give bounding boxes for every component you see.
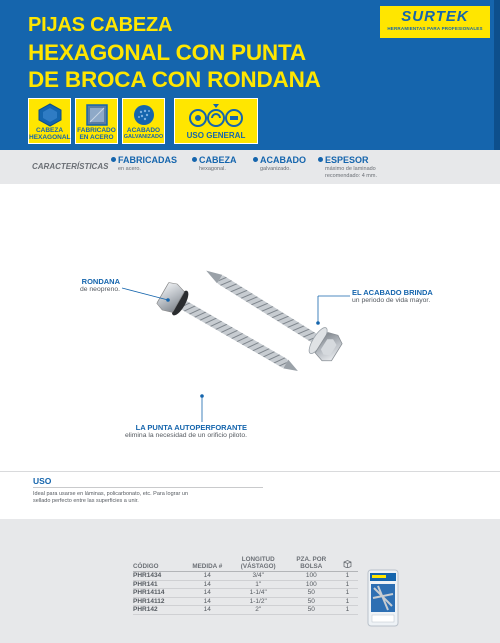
- callout-desc: elimina la necesidad de un orificio piloto.: [124, 432, 247, 439]
- table-row: PHR14114 14 1-1/4" 50 1: [133, 589, 358, 598]
- uso-title: USO: [33, 476, 52, 486]
- characteristics-title: CARACTERÍSTICAS: [32, 162, 109, 171]
- table-row: PHR141 14 1" 100 1: [133, 580, 358, 589]
- title-line-1: PIJAS CABEZA: [28, 14, 173, 36]
- table-row: PHR14112 14 1-1/2" 50 1: [133, 597, 358, 606]
- table-header-row: [133, 557, 358, 572]
- package-bag-image: [366, 568, 400, 628]
- feature-desc: en acero.: [118, 166, 141, 172]
- callout-title: RONDANA: [81, 277, 120, 286]
- callout-title: EL ACABADO BRINDA: [352, 288, 433, 297]
- feature-name: ACABADO: [260, 155, 306, 165]
- table-row: PHR1434 14 3/4" 100 1: [133, 572, 358, 581]
- badge-label: USO GENERAL: [186, 131, 246, 140]
- feature-name: CABEZA: [199, 155, 237, 165]
- callout-rondana: [60, 278, 120, 294]
- badge-label: CABEZA HEXAGONAL: [29, 127, 71, 141]
- badge-label: ACABADO GALVANIZADO: [123, 127, 164, 140]
- feature-desc: máximo de laminado recomendado: 4 mm.: [325, 166, 377, 179]
- callout-title: LA PUNTA AUTOPERFORANTE: [135, 423, 247, 432]
- header-codigo: CÓDIGO: [133, 557, 184, 572]
- feature-desc: galvanizado.: [260, 166, 291, 172]
- header-pza-bolsa: PZA. POR BOLSA: [286, 557, 337, 572]
- header-longitud: LONGITUD (VÁSTAGO): [231, 557, 286, 572]
- badge-label: FABRICADO EN ACERO: [77, 127, 116, 141]
- feature-name: FABRICADAS: [118, 155, 178, 165]
- divider: [33, 487, 263, 488]
- feature-name: ESPESOR: [325, 155, 369, 165]
- brand-tagline: HERRAMIENTAS PARA PROFESIONALES: [387, 26, 483, 31]
- feature-desc: hexagonal.: [199, 166, 226, 172]
- callout-punta: [83, 424, 247, 440]
- title-line-3: DE BROCA CON RONDANA: [28, 67, 321, 92]
- product-table: [133, 557, 358, 615]
- header-medida: MEDIDA #: [184, 557, 231, 572]
- title-line-2: HEXAGONAL CON PUNTA: [28, 40, 306, 65]
- callout-acabado: [352, 289, 433, 305]
- divider: [0, 471, 500, 472]
- table-row: PHR142 14 2" 50 1: [133, 606, 358, 615]
- brand-name: SURTEK: [401, 8, 469, 25]
- callout-desc: de neopreno.: [79, 286, 120, 293]
- box-icon: [343, 563, 352, 570]
- header-box: [337, 557, 358, 572]
- uso-text: Ideal para usarse en láminas, policarbonato, etc. Para lograr un sellado perfecto entre las superficies a unir.: [33, 491, 189, 504]
- callout-desc: un periodo de vida mayor.: [352, 297, 431, 304]
